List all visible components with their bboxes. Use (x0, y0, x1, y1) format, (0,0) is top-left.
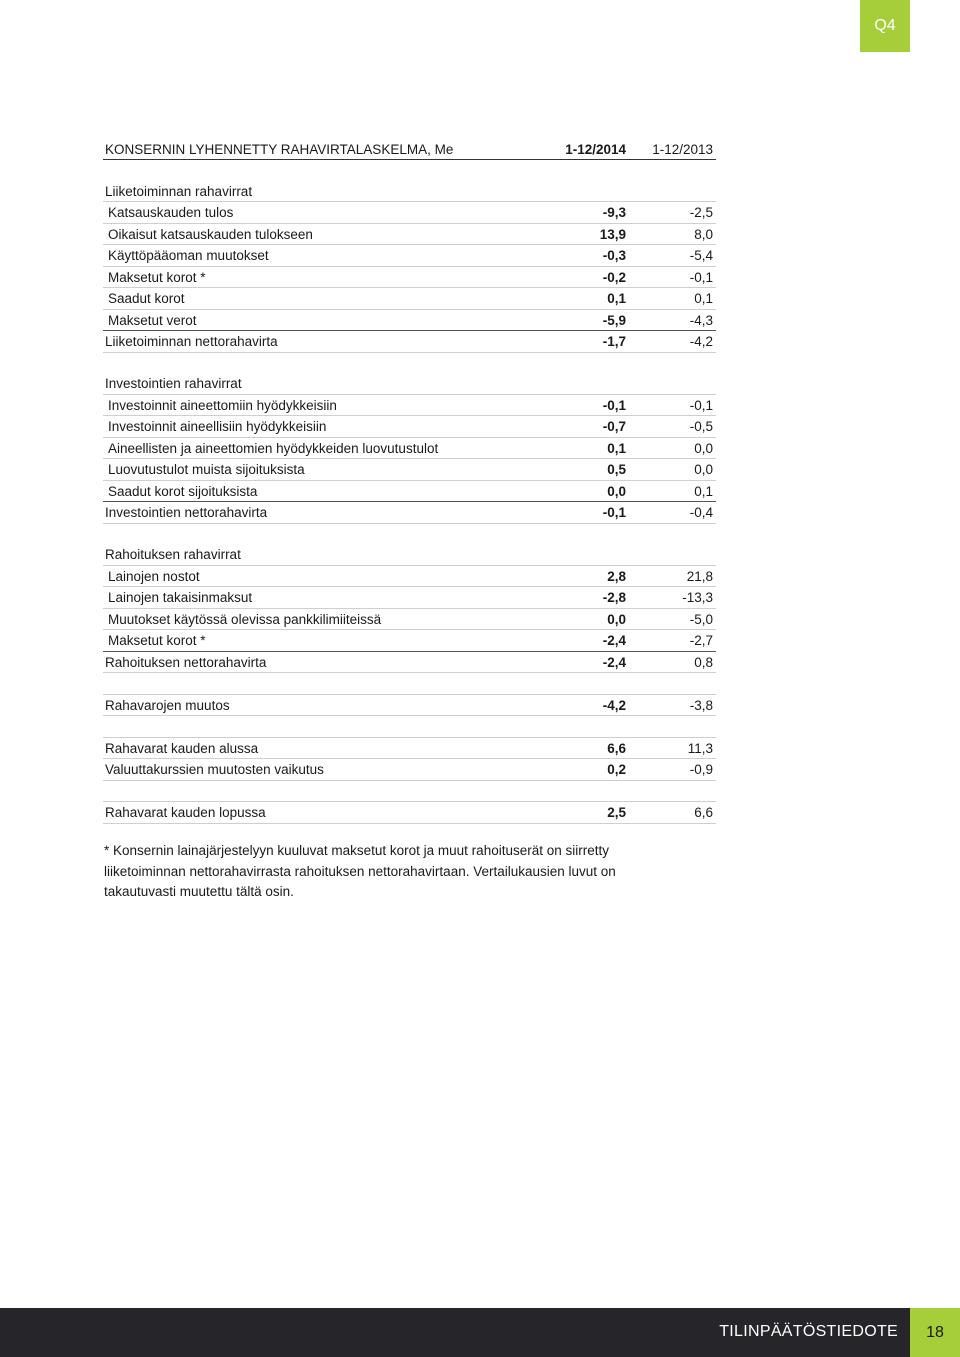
table-row: Investoinnit aineettomiin hyödykkeisiin -0,1 -0,1 (103, 395, 716, 417)
table-row: Aineellisten ja aineettomien hyödykkeiden luovutustulot 0,1 0,0 (103, 438, 716, 460)
footnote-line: takautuvasti muutettu tältä osin. (104, 884, 294, 899)
cash-begin-row: Rahavarat kauden alussa 6,6 11,3 (103, 738, 716, 760)
spacer (103, 716, 716, 738)
spacer (103, 353, 716, 374)
statement-header (103, 139, 716, 160)
table-row: Katsauskauden tulos -9,3 -2,5 (103, 202, 716, 224)
subtotal-row-financing: Rahoituksen nettorahavirta -2,4 0,8 (103, 652, 716, 674)
section-heading-operating: Liiketoiminnan rahavirrat (103, 181, 716, 203)
quarter-badge: Q4 (860, 0, 910, 52)
footnote (104, 841, 724, 903)
table-row: Saadut korot 0,1 0,1 (103, 288, 716, 310)
subtotal-row-operating: Liiketoiminnan nettorahavirta -1,7 -4,2 (103, 331, 716, 353)
cash-change-row: Rahavarojen muutos -4,2 -3,8 (103, 695, 716, 717)
table-row: Lainojen nostot 2,8 21,8 (103, 566, 716, 588)
table-row: Maksetut korot * -0,2 -0,1 (103, 267, 716, 289)
table-row: Oikaisut katsauskauden tulokseen 13,9 8,0 (103, 224, 716, 246)
table-row: Maksetut korot * -2,4 -2,7 (103, 630, 716, 652)
table-row: Maksetut verot -5,9 -4,3 (103, 310, 716, 332)
section-heading-financing: Rahoituksen rahavirrat (103, 544, 716, 566)
spacer (103, 673, 716, 695)
page-number: 18 (910, 1308, 960, 1357)
page-footer (0, 1308, 960, 1357)
column-header-2014: 1-12/2014 (565, 142, 626, 157)
subtotal-row-investing: Investointien nettorahavirta -0,1 -0,4 (103, 502, 716, 524)
section-heading-investing: Investointien rahavirrat (103, 373, 716, 395)
spacer (103, 160, 716, 181)
table-row: Muutokset käytössä olevissa pankkilimiiteissä 0,0 -5,0 (103, 609, 716, 631)
table-row: Käyttöpääoman muutokset -0,3 -5,4 (103, 245, 716, 267)
table-row: Luovutustulot muista sijoituksista 0,5 0,0 (103, 459, 716, 481)
table-row: Lainojen takaisinmaksut -2,8 -13,3 (103, 587, 716, 609)
cash-end-row: Rahavarat kauden lopussa 2,5 6,6 (103, 802, 716, 824)
footnote-line: liiketoiminnan nettorahavirrasta rahoituksen nettorahavirtaan. Vertailukausien luvut on (104, 863, 616, 879)
table-row: Investoinnit aineellisiin hyödykkeisiin -0,7 -0,5 (103, 416, 716, 438)
fx-effect-row: Valuuttakurssien muutosten vaikutus 0,2 -0,9 (103, 759, 716, 781)
statement-title: KONSERNIN LYHENNETTY RAHAVIRTALASKELMA, Me (105, 142, 454, 157)
footer-title: TILINPÄÄTÖSTIEDOTE (719, 1323, 898, 1340)
table-row: Saadut korot sijoituksista 0,0 0,1 (103, 481, 716, 503)
column-header-2013: 1-12/2013 (652, 142, 713, 157)
footnote-line: * Konsernin lainajärjestelyyn kuuluvat maksetut korot ja muut rahoituserät on siirretty (104, 843, 609, 858)
spacer (103, 781, 716, 803)
spacer (103, 524, 716, 545)
cash-flow-statement (103, 139, 716, 824)
